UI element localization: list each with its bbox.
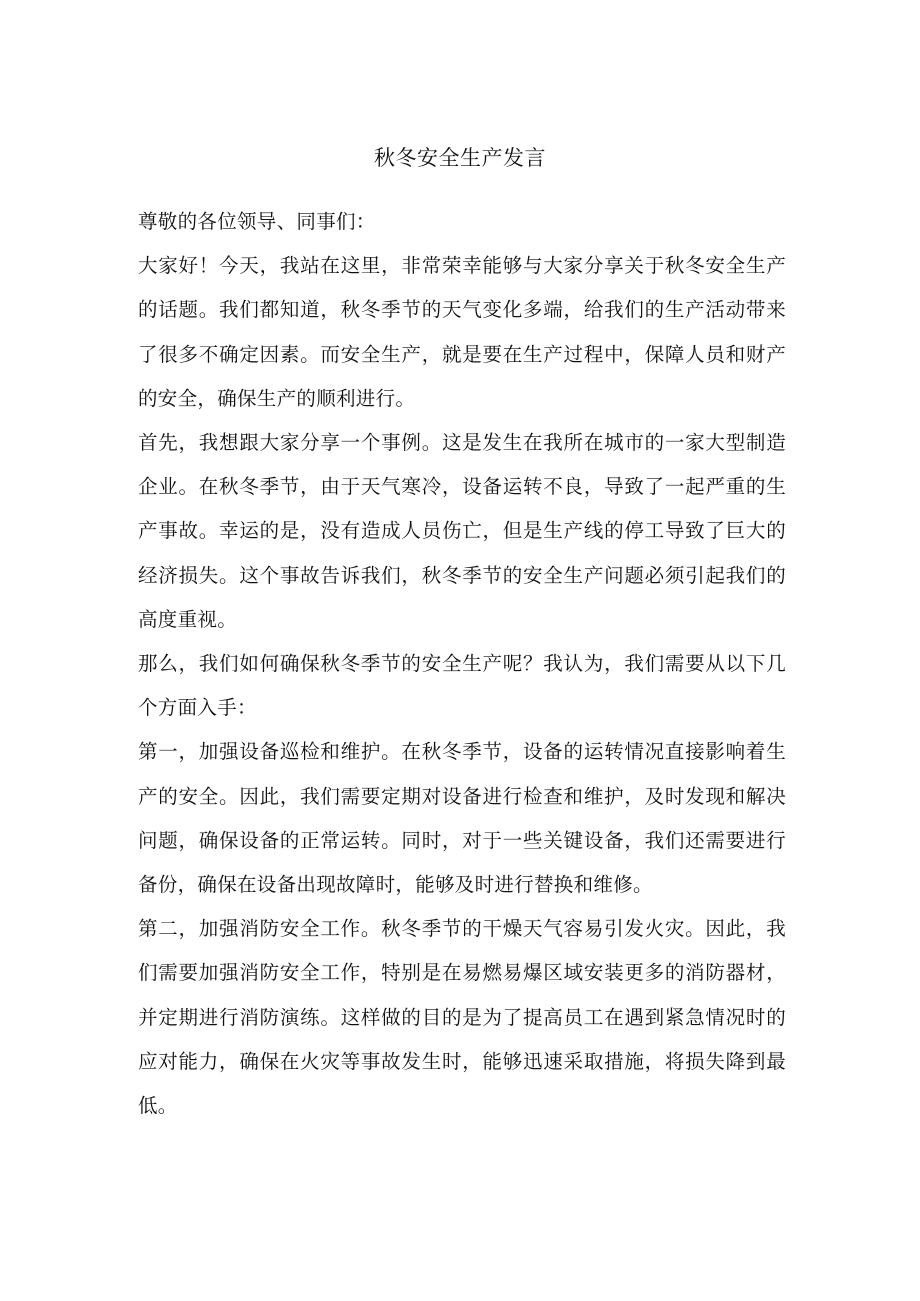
example-paragraph: 首先，我想跟大家分享一个事例。这是发生在我所在城市的一家大型制造企业。在秋冬季节，由于天气寒冷，设备运转不良，导致了一起严重的生产事故。幸运的是，没有造成人员伤亡，但是生产线的停工导致了巨大的经济损失。这个事故告诉我们，秋冬季节的安全生产问题必须引起我们的高度重视。 xyxy=(138,431,786,631)
salutation-paragraph: 尊敬的各位领导、同事们： xyxy=(138,210,376,233)
point-two-paragraph: 第二，加强消防安全工作。秋冬季节的干燥天气容易引发火灾。因此，我们需要加强消防安全工作，特别是在易燃易爆区域安装更多的消防器材，并定期进行消防演练。这样做的目的是为了提高员工在遇到紧急情况时的应对能力，确保在火灾等事故发生时，能够迅速采取措施，将损失降到最低。 xyxy=(138,917,786,1118)
question-paragraph: 那么，我们如何确保秋冬季节的安全生产呢？我认为，我们需要从以下几个方面入手： xyxy=(138,652,786,720)
point-one-paragraph: 第一，加强设备巡检和维护。在秋冬季节，设备的运转情况直接影响着生产的安全。因此，我们需要定期对设备进行检查和维护，及时发现和解决问题，确保设备的正常运转。同时，对于一些关键设备，我们还需要进行备份，确保在设备出现故障时，能够及时进行替换和维修。 xyxy=(138,740,786,897)
document-title: 秋冬安全生产发言 xyxy=(374,146,546,170)
document-body xyxy=(138,200,786,1128)
opening-paragraph: 大家好！今天，我站在这里，非常荣幸能够与大家分享关于秋冬安全生产的话题。我们都知道，秋冬季节的天气变化多端，给我们的生产活动带来了很多不确定因素。而安全生产，就是要在生产过程中，保障人员和财产的安全，确保生产的顺利进行。 xyxy=(138,254,786,410)
